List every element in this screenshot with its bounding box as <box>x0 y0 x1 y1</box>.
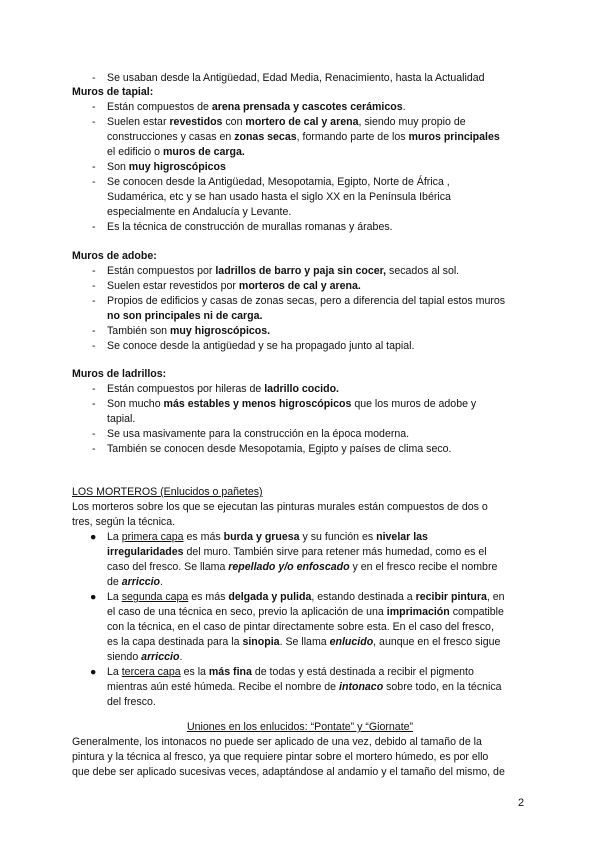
list-item: Se conocen desde la Antigüedad, Mesopotamia, Egipto, Norte de África , <box>107 176 450 188</box>
list-dash: - <box>92 265 96 277</box>
list-dash: - <box>92 221 96 233</box>
paragraph-line: pintura y la técnica al fresco, ya que requiere pintar sobre el mortero húmedo, es por ello <box>72 751 489 763</box>
list-item: También son muy higroscópicos. <box>107 325 271 337</box>
list-item-continuation: el edificio o muros de carga. <box>107 146 245 158</box>
list-item: Se conoce desde la antigüedad y se ha propagado junto al tapial. <box>107 340 415 352</box>
list-item: Están compuestos de arena prensada y cascotes cerámicos. <box>107 101 406 113</box>
bullet-item: La primera capa es más burda y gruesa y su función es nivelar las <box>107 531 428 543</box>
list-item-continuation: construcciones y casas en zonas secas, formando parte de los muros principales <box>107 131 500 143</box>
paragraph-line: Los morteros sobre los que se ejecutan las pinturas murales están compuestos de dos o <box>72 501 488 513</box>
list-item: Propios de edificios y casas de zonas secas, pero a diferencia del tapial estos muros <box>107 295 506 307</box>
page-number: 2 <box>518 797 525 809</box>
list-dash: - <box>92 72 96 84</box>
bullet-item-continuation: mientras aún esté húmeda. Recibe el nombre de intonaco sobre todo, en la técnica <box>107 681 502 693</box>
list-item: Son mucho más estables y menos higroscópicos que los muros de adobe y <box>107 398 477 410</box>
bullet-dot: ● <box>90 666 97 678</box>
list-item: Están compuestos por hileras de ladrillo cocido. <box>107 383 339 395</box>
list-dash: - <box>92 428 96 440</box>
list-item-continuation: no son principales ni de carga. <box>107 310 263 322</box>
paragraph-line: tres, según la técnica. <box>72 516 176 528</box>
section-heading-tapial: Muros de tapial: <box>72 86 154 98</box>
paragraph-line: que debe ser aplicado sucesivas veces, adaptándose al andamio y el tamaño del mismo, de <box>72 766 505 778</box>
bullet-item-continuation: del fresco. <box>107 696 156 708</box>
bullet-item-continuation: caso del fresco. Se llama repellado y/o enfoscado y en el fresco recibe el nombre <box>107 561 498 573</box>
section-heading-adobe: Muros de adobe: <box>72 250 157 262</box>
section-title-morteros: LOS MORTEROS (Enlucidos o pañetes) <box>72 486 263 498</box>
list-item-continuation: tapial. <box>107 413 136 425</box>
bullet-dot: ● <box>90 531 97 543</box>
list-item-continuation: Sudamérica, etc y se han usado hasta el siglo XX en la Península Ibérica <box>107 191 451 203</box>
list-item: Están compuestos por ladrillos de barro y paja sin cocer, secados al sol. <box>107 265 460 277</box>
list-dash: - <box>92 383 96 395</box>
list-dash: - <box>92 161 96 173</box>
list-item: Suelen estar revestidos por morteros de cal y arena. <box>107 280 361 292</box>
list-item: Se usaban desde la Antigüedad, Edad Media, Renacimiento, hasta la Actualidad <box>107 72 485 84</box>
section-title-uniones: Uniones en los enlucidos: “Pontate” y “Giornate” <box>186 721 414 733</box>
list-item: También se conocen desde Mesopotamia, Egipto y países de clima seco. <box>107 443 452 455</box>
section-heading-ladrillos: Muros de ladrillos: <box>72 368 167 380</box>
bullet-item-continuation: es la capa destinada para la sinopia. Se llama enlucido, aunque en el fresco sigue <box>107 636 501 648</box>
bullet-item: La segunda capa es más delgada y pulida, estando destinada a recibir pintura, en <box>107 591 505 603</box>
bullet-item: La tercera capa es la más fina de todas y está destinada a recibir el pigmento <box>107 666 474 678</box>
bullet-item-continuation: siendo arriccio. <box>107 651 183 663</box>
list-dash: - <box>92 176 96 188</box>
list-item: Son muy higroscópicos <box>107 161 226 173</box>
bullet-item-continuation: el caso de una técnica en seco, previo la aplicación de una imprimación compatible <box>107 606 504 618</box>
paragraph-line: Generalmente, los intonacos no puede ser aplicado de una vez, debido al tamaño de la <box>72 736 482 748</box>
bullet-item-continuation: con la técnica, en el caso de pintar directamente sobre esta. En el caso del fresco, <box>107 621 494 633</box>
list-item-continuation: especialmente en Andalucía y Levante. <box>107 206 292 218</box>
list-dash: - <box>92 398 96 410</box>
list-dash: - <box>92 325 96 337</box>
list-item: Se usa masivamente para la construcción en la época moderna. <box>107 428 410 440</box>
list-item: Es la técnica de construcción de murallas romanas y árabes. <box>107 221 393 233</box>
list-dash: - <box>92 443 96 455</box>
list-item: Suelen estar revestidos con mortero de cal y arena, siendo muy propio de <box>107 116 466 128</box>
list-dash: - <box>92 280 96 292</box>
bullet-item-continuation: de arriccio. <box>107 576 163 588</box>
list-dash: - <box>92 295 96 307</box>
list-dash: - <box>92 101 96 113</box>
bullet-dot: ● <box>90 591 97 603</box>
list-dash: - <box>92 116 96 128</box>
bullet-item-continuation: irregularidades del muro. También sirve para retener más humedad, como es el <box>107 546 487 558</box>
list-dash: - <box>92 340 96 352</box>
